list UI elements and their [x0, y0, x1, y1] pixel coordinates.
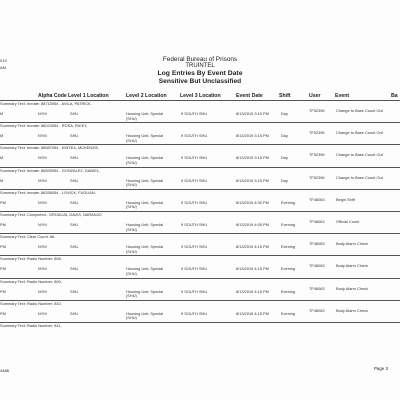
row-user: TF48063: [309, 241, 325, 247]
row-alpha-code: NYM: [38, 266, 47, 272]
row-time: M: [0, 111, 4, 116]
row-level2-location-suffix: (SHU): [126, 248, 137, 254]
row-event-date: 8/13/2019 3:15 PM: [236, 133, 269, 139]
col-event: Event: [335, 93, 350, 99]
row-user: TF52396: [309, 174, 325, 180]
row-alpha-code: NYM: [38, 133, 47, 139]
row-shift: Day: [281, 155, 288, 161]
col-shift: Shift: [279, 93, 291, 99]
row-level3-location: 9 SOUTH SHU: [181, 177, 208, 183]
row-shift: Evening: [281, 288, 296, 294]
row-event-date: 8/13/2019 4:05 PM: [236, 222, 269, 227]
row-level3-location: 9 SOUTH SHU: [181, 266, 208, 272]
report-title: Log Entries By Event Date: [157, 70, 243, 78]
row-time: PM: [0, 222, 6, 227]
row-level2-location: Housing Unit, Special: [126, 266, 164, 272]
row-event: Begin Shift: [336, 196, 355, 202]
row-alpha-code: NYM: [38, 222, 47, 227]
row-event: Change to Base Count Out: [336, 174, 383, 180]
row-level3-location: 9 SOUTH SHU: [181, 222, 208, 227]
row-time: M: [0, 177, 4, 183]
row-level3-location: 9 SOUTH SHU: [181, 310, 208, 316]
row-level2-location-suffix: (SHU): [126, 159, 137, 165]
summary-text: Summary Text: Completed.. GRIJALVA, DAVIS, NARANJO: [0, 212, 102, 217]
row-level2-location: Housing Unit, Special: [126, 177, 164, 183]
row-alpha-code: NYM: [38, 155, 47, 161]
row-level2-location-suffix: (SHU): [126, 204, 137, 210]
row-event-date: 8/13/2019 4:15 PM: [236, 244, 269, 250]
row-alpha-code: NYM: [38, 288, 47, 294]
row-level3-location: 9 SOUTH SHU: [181, 199, 208, 205]
row-user: TF48063: [309, 196, 325, 202]
row-shift: Evening: [281, 199, 296, 205]
row-level2-location: Housing Unit, Special: [126, 244, 164, 250]
row-level1-location: SHU: [70, 288, 79, 294]
row-user: TF48063: [309, 219, 325, 224]
row-level1-location: SHU: [70, 266, 79, 272]
row-level1-location: SHU: [70, 222, 79, 227]
row-event-date: 8/13/2019 3:15 PM: [236, 177, 269, 183]
row-user: TF48063: [309, 263, 325, 269]
row-level1-location: SHU: [70, 177, 79, 183]
row-event: Body Alarm Check: [336, 263, 369, 269]
row-shift: Day: [281, 177, 288, 183]
row-divider: [0, 233, 400, 234]
row-level2-location-suffix: (SHU): [126, 226, 137, 232]
row-event: Body Alarm Check: [336, 241, 369, 247]
row-shift: Day: [281, 133, 288, 139]
row-level2-location-suffix: (SHU): [126, 115, 137, 121]
row-level3-location: 9 SOUTH SHU: [181, 133, 208, 139]
row-time: PM: [0, 199, 6, 205]
col-user: User: [309, 93, 321, 99]
summary-text: Summary Text: Radio Number: 809,: [0, 278, 62, 284]
row-level2-location: Housing Unit, Special: [126, 310, 164, 316]
row-level3-location: 9 SOUTH SHU: [181, 244, 208, 250]
footer-number: 4488: [0, 368, 9, 373]
cropped-edge-text: 019: [0, 58, 7, 63]
row-shift: Evening: [281, 222, 296, 227]
classification-label: Sensitive But Unclassified: [158, 78, 242, 86]
row-event-date: 8/13/2019 3:15 PM: [236, 111, 269, 116]
row-event: Body Alarm Check: [336, 285, 369, 291]
row-shift: Day: [281, 111, 288, 116]
row-user: TF52396: [309, 152, 325, 158]
row-alpha-code: NYM: [38, 244, 47, 250]
row-time: PM: [0, 310, 6, 316]
row-level2-location: Housing Unit, Special: [126, 111, 164, 116]
row-level2-location: Housing Unit, Special: [126, 222, 164, 227]
summary-text: Summary Text: Inmate: 86825054 - GONZALEZ, DANIEL,: [0, 167, 101, 173]
summary-text: Summary Text: Inmate: 86587054 - KINTEA, MCKENZIE,: [0, 145, 100, 151]
row-level3-location: 9 SOUTH SHU: [181, 111, 208, 116]
row-level2-location: Housing Unit, Special: [126, 288, 164, 294]
row-user: TF48063: [309, 285, 325, 291]
row-level3-location: 9 SOUTH SHU: [181, 155, 208, 161]
agency-name: Federal Bureau of Prisons: [162, 56, 238, 63]
cropped-edge-text: AM: [0, 65, 6, 70]
col-level1-location: Level 1 Location: [68, 93, 109, 99]
col-cut-off: Ba: [391, 93, 398, 99]
row-event: Body Alarm Check: [336, 307, 369, 313]
row-shift: Evening: [281, 266, 296, 272]
summary-text: Summary Text: Radio Number: 810,: [0, 300, 62, 306]
row-event: Change to Base Count Out: [336, 130, 383, 136]
col-level3-location: Level 3 Location: [180, 93, 221, 99]
col-level2-location: Level 2 Location: [126, 93, 167, 99]
row-time: PM: [0, 288, 6, 294]
row-shift: Evening: [281, 310, 296, 316]
row-level2-location-suffix: (SHU): [126, 293, 137, 299]
row-time: PM: [0, 244, 6, 250]
row-level2-location-suffix: (SHU): [126, 315, 137, 321]
row-event-date: 8/13/2019 4:00 PM: [236, 199, 269, 205]
row-event-date: 8/13/2019 4:15 PM: [236, 310, 269, 316]
row-level1-location: SHU: [70, 244, 79, 250]
row-level1-location: SHU: [70, 199, 79, 205]
row-event: Change to Base Count Out: [336, 152, 383, 158]
row-event: Official Count: [336, 219, 360, 224]
summary-text: Summary Text: Inmate: 86024054 - ROSA, RICKY,: [0, 123, 88, 129]
row-alpha-code: NYM: [38, 310, 47, 316]
row-user: TF52396: [309, 130, 325, 136]
row-level2-location-suffix: (SHU): [126, 137, 137, 143]
row-alpha-code: NYM: [38, 111, 47, 116]
row-event-date: 8/13/2019 3:15 PM: [236, 155, 269, 161]
row-time: PM: [0, 266, 6, 272]
col-alpha-code: Alpha Code: [38, 93, 67, 99]
row-level1-location: SHU: [70, 133, 79, 139]
row-event: Change to Base Count Out: [336, 108, 383, 113]
row-user: TF52396: [309, 108, 325, 113]
page-number: Page 3: [374, 366, 388, 371]
row-level2-location: Housing Unit, Special: [126, 199, 164, 205]
row-level1-location: SHU: [70, 155, 79, 161]
row-event-date: 8/13/2019 4:15 PM: [236, 288, 269, 294]
row-event-date: 8/13/2019 4:15 PM: [236, 266, 269, 272]
row-level2-location-suffix: (SHU): [126, 182, 137, 188]
summary-text: Summary Text: Radio Number: 811,: [0, 323, 62, 328]
row-level2-location-suffix: (SHU): [126, 270, 137, 276]
col-event-date: Event Date: [236, 93, 263, 99]
summary-text: Summary Text: Inmate: 86336054 - LOVICK, FUGUAN,: [0, 189, 96, 195]
row-level2-location: Housing Unit, Special: [126, 133, 164, 139]
row-user: TF48063: [309, 307, 325, 313]
summary-text: Summary Text: Clear Count: 66,: [0, 234, 56, 240]
row-level2-location: Housing Unit, Special: [126, 155, 164, 161]
summary-text: Summary Text: Inmate: 88715054 - AVILA, PATRICK,: [0, 101, 92, 106]
summary-text: Summary Text: Radio Number: 808,: [0, 256, 62, 262]
row-level3-location: 9 SOUTH SHU: [181, 288, 208, 294]
row-alpha-code: NYM: [38, 199, 47, 205]
row-level1-location: SHU: [70, 111, 79, 116]
row-alpha-code: NYM: [38, 177, 47, 183]
row-shift: Evening: [281, 244, 296, 250]
report-header: [100, 56, 300, 86]
system-name: TRUINTEL: [185, 63, 215, 70]
row-time: M: [0, 155, 4, 161]
row-level1-location: SHU: [70, 310, 79, 316]
row-time: M: [0, 133, 4, 139]
